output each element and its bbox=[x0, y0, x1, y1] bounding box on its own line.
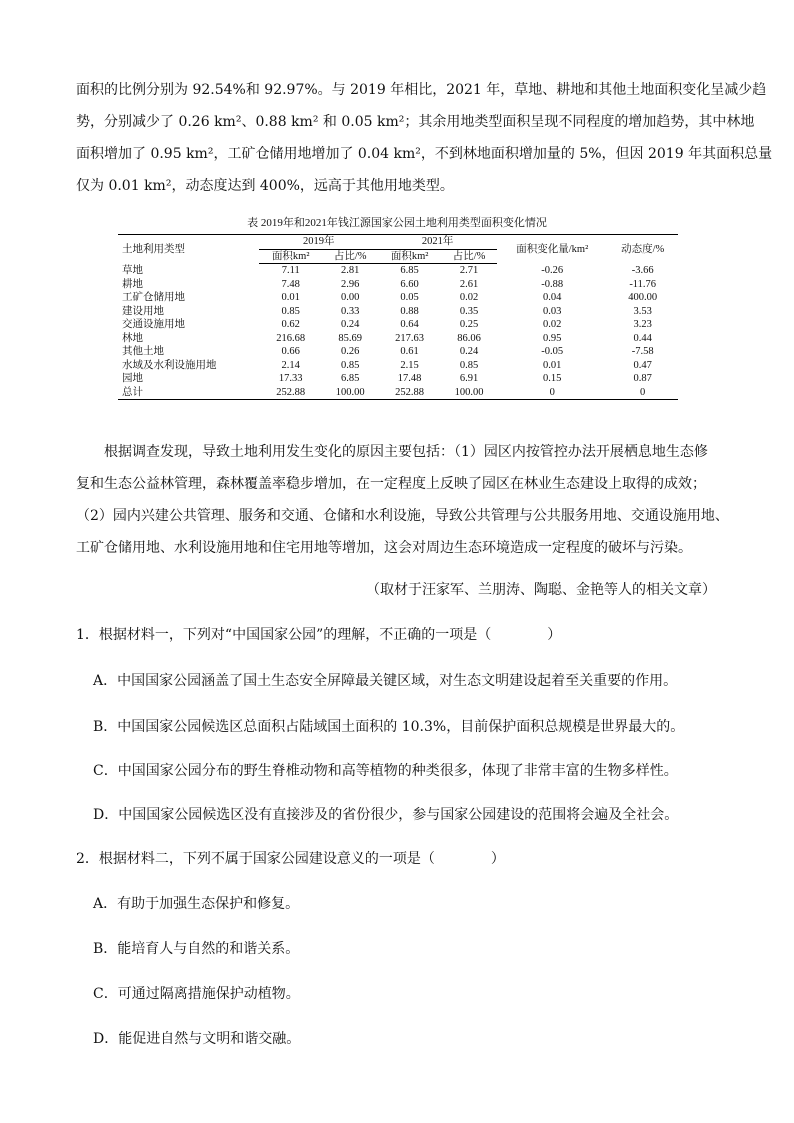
header-dynamic: 动态度/% bbox=[607, 235, 678, 264]
table-cell: 0 bbox=[497, 386, 607, 400]
table-cell: 0.47 bbox=[633, 359, 652, 371]
row-label: 园地 bbox=[122, 373, 143, 384]
table-row bbox=[118, 372, 678, 386]
text-line: 仅为 0.01 km²，动态度达到 400%，远高于其他用地类型。 bbox=[76, 178, 454, 194]
question-1-option-d: D．中国国家公园候选区没有直接涉及的省份很少，参与国家公园建设的范围将会遍及全社会。 bbox=[93, 807, 679, 823]
table-cell: -7.58 bbox=[631, 346, 654, 357]
table-cell: 2.96 bbox=[340, 278, 360, 290]
table-cell: 0.95 bbox=[543, 332, 562, 344]
question-1-option-a: A．中国国家公园涵盖了国土生态安全屏障最关键区域，对生态文明建设起着至关重要的作用。 bbox=[93, 673, 678, 689]
question-1-option-b: B．中国国家公园候选区总面积占陆域国土面积的 10.3%，目前保护面积总规模是世界最大的。 bbox=[93, 719, 685, 735]
table-cell: 0.01 bbox=[543, 359, 562, 371]
table-cell: -0.05 bbox=[541, 346, 564, 357]
table-cell: 2.61 bbox=[459, 278, 479, 290]
table-cell: -0.26 bbox=[541, 264, 564, 276]
table-cell: 6.85 bbox=[340, 373, 360, 384]
table-row bbox=[118, 278, 678, 292]
text-line: （2）园内兴建公共管理、服务和交通、仓储和水利设施，导致公共管理与公共服务用地、交通设施用地、 bbox=[76, 508, 729, 524]
question-2-option-d: D．能促进自然与文明和谐交融。 bbox=[93, 1031, 301, 1047]
table-cell: 252.88 bbox=[378, 386, 441, 400]
table-cell: 0.05 bbox=[400, 292, 419, 303]
question-2-option-a: A．有助于加强生态保护和修复。 bbox=[93, 896, 300, 912]
source-attribution: （取材于汪家军、兰朋涛、陶聪、金艳等人的相关文章） bbox=[366, 582, 716, 598]
table-cell: 3.53 bbox=[633, 305, 652, 317]
row-label: 草地 bbox=[122, 264, 143, 276]
table-cell: 86.06 bbox=[457, 332, 481, 344]
table-cell: 0 bbox=[607, 386, 678, 400]
table-cell: 17.33 bbox=[278, 373, 303, 384]
table-cell: 0.61 bbox=[400, 346, 419, 357]
table-row bbox=[118, 318, 678, 332]
table-cell: 217.63 bbox=[395, 332, 425, 344]
header-change: 面积变化量/km² bbox=[497, 235, 607, 264]
table-cell: 0.85 bbox=[459, 359, 479, 371]
table-cell: 0.44 bbox=[633, 332, 652, 344]
table-cell: 2.15 bbox=[400, 359, 419, 371]
table-row bbox=[118, 345, 678, 359]
table-cell: 0.62 bbox=[281, 319, 300, 330]
header-pct-2021: 占比/% bbox=[441, 249, 497, 264]
table-cell: 252.88 bbox=[259, 386, 322, 400]
table-row bbox=[118, 332, 678, 346]
question-2-option-b: B．能培育人与自然的和谐关系。 bbox=[93, 941, 300, 957]
table-cell: 0.01 bbox=[281, 292, 300, 303]
table-cell: -11.76 bbox=[629, 278, 657, 290]
question-close: ） bbox=[490, 851, 505, 867]
table-row bbox=[118, 291, 678, 305]
table-cell: 0.87 bbox=[633, 373, 652, 384]
header-year-2021: 2021年 bbox=[378, 235, 497, 250]
table-cell: 7.11 bbox=[281, 265, 300, 276]
table-cell: 0.25 bbox=[459, 319, 479, 330]
table-cell: 0.26 bbox=[340, 346, 360, 357]
header-area-2019: 面积km² bbox=[259, 249, 322, 264]
table-cell: 0.66 bbox=[281, 346, 300, 357]
table-cell: 0.04 bbox=[543, 292, 562, 303]
row-label: 林地 bbox=[122, 332, 143, 344]
table-cell: 0.03 bbox=[543, 305, 562, 317]
table-cell: 17.48 bbox=[397, 373, 422, 384]
question-2-option-c: C．可通过隔离措施保护动植物。 bbox=[93, 986, 300, 1002]
row-label: 水域及水利设施用地 bbox=[122, 359, 217, 371]
table-cell: 0.88 bbox=[400, 305, 419, 317]
table-row bbox=[118, 264, 678, 278]
table-cell: 0.00 bbox=[340, 292, 360, 303]
table-cell: 0.15 bbox=[543, 373, 562, 384]
table-cell: 100.00 bbox=[441, 386, 497, 400]
table-cell: -3.66 bbox=[631, 264, 654, 276]
table-cell: 2.71 bbox=[459, 265, 479, 276]
text-line: 面积增加了 0.95 km²，工矿仓储用地增加了 0.04 km²，不到林地面积增加量的 5%，但因 2019 年其面积总量 bbox=[76, 146, 773, 162]
table-cell: 0.24 bbox=[459, 346, 479, 357]
row-label: 耕地 bbox=[122, 278, 143, 290]
land-use-table bbox=[118, 234, 678, 400]
table-cell: 7.48 bbox=[281, 278, 300, 290]
table-cell: 85.69 bbox=[338, 332, 362, 344]
table-cell: 2.14 bbox=[281, 359, 300, 371]
text-line: 根据调查发现，导致土地利用发生变化的原因主要包括：（1）园区内按管控办法开展栖息地生态修 bbox=[104, 444, 708, 460]
question-close: ） bbox=[547, 627, 562, 643]
header-pct-2019: 占比/% bbox=[322, 249, 378, 264]
table-cell: 100.00 bbox=[322, 386, 378, 400]
text-line: 工矿仓储用地、水利设施用地和住宅用地等增加，这会对周边生态环境造成一定程度的破坏与污染。 bbox=[76, 540, 692, 556]
question-text: 1．根据材料一，下列对“中国国家公园”的理解，不正确的一项是（ bbox=[76, 627, 492, 643]
text-line: 复和生态公益林管理，森林覆盖率稳步增加，在一定程度上反映了园区在林业生态建设上取得的成效； bbox=[76, 476, 706, 492]
row-label: 其他土地 bbox=[122, 346, 164, 357]
intro-paragraph bbox=[76, 74, 773, 202]
row-label: 建设用地 bbox=[122, 305, 164, 317]
header-area-2021: 面积km² bbox=[378, 249, 441, 264]
table-cell: 6.91 bbox=[459, 373, 479, 384]
table-row bbox=[118, 386, 678, 400]
table-cell: 0.24 bbox=[340, 319, 360, 330]
question-1-stem bbox=[76, 624, 561, 644]
row-label: 工矿仓储用地 bbox=[122, 292, 185, 303]
text-line: 势，分别减少了 0.26 km²、0.88 km² 和 0.05 km²；其余用地类型面积呈现不同程度的增加趋势，其中林地 bbox=[76, 114, 755, 130]
table-cell: 0.35 bbox=[459, 305, 479, 317]
table-cell: 2.81 bbox=[340, 265, 360, 276]
header-type: 土地利用类型 bbox=[118, 235, 259, 264]
row-label: 交通设施用地 bbox=[122, 319, 185, 330]
table-row bbox=[118, 305, 678, 319]
table-cell: 6.85 bbox=[400, 265, 419, 276]
table-cell: 0.02 bbox=[543, 319, 562, 330]
table-cell: 6.60 bbox=[400, 278, 419, 290]
question-text: 2．根据材料二，下列不属于国家公园建设意义的一项是（ bbox=[76, 851, 435, 867]
question-2-stem bbox=[76, 848, 505, 868]
table-cell: -0.88 bbox=[541, 278, 564, 290]
table-cell: 216.68 bbox=[276, 332, 306, 344]
table-cell: 0.64 bbox=[400, 319, 419, 330]
table-cell: 0.85 bbox=[340, 359, 360, 371]
table-caption: 表 2019年和2021年钱江源国家公园土地利用类型面积变化情况 bbox=[247, 217, 547, 229]
table-cell: 400.00 bbox=[628, 292, 658, 303]
header-year-2019: 2019年 bbox=[259, 235, 378, 250]
table-cell: 0.85 bbox=[281, 305, 300, 317]
question-1-option-c: C．中国国家公园分布的野生脊椎动物和高等植物的种类很多，体现了非常丰富的生物多样性。 bbox=[93, 763, 678, 779]
table-cell: 0.02 bbox=[459, 292, 479, 303]
analysis-paragraph bbox=[76, 436, 729, 564]
row-label: 总计 bbox=[118, 386, 259, 400]
table-row bbox=[118, 359, 678, 373]
text-line: 面积的比例分别为 92.54%和 92.97%。与 2019 年相比，2021 年，草地、耕地和其他土地面积变化呈减少趋 bbox=[76, 82, 767, 98]
table-cell: 0.33 bbox=[340, 305, 360, 317]
table-cell: 3.23 bbox=[633, 319, 652, 330]
